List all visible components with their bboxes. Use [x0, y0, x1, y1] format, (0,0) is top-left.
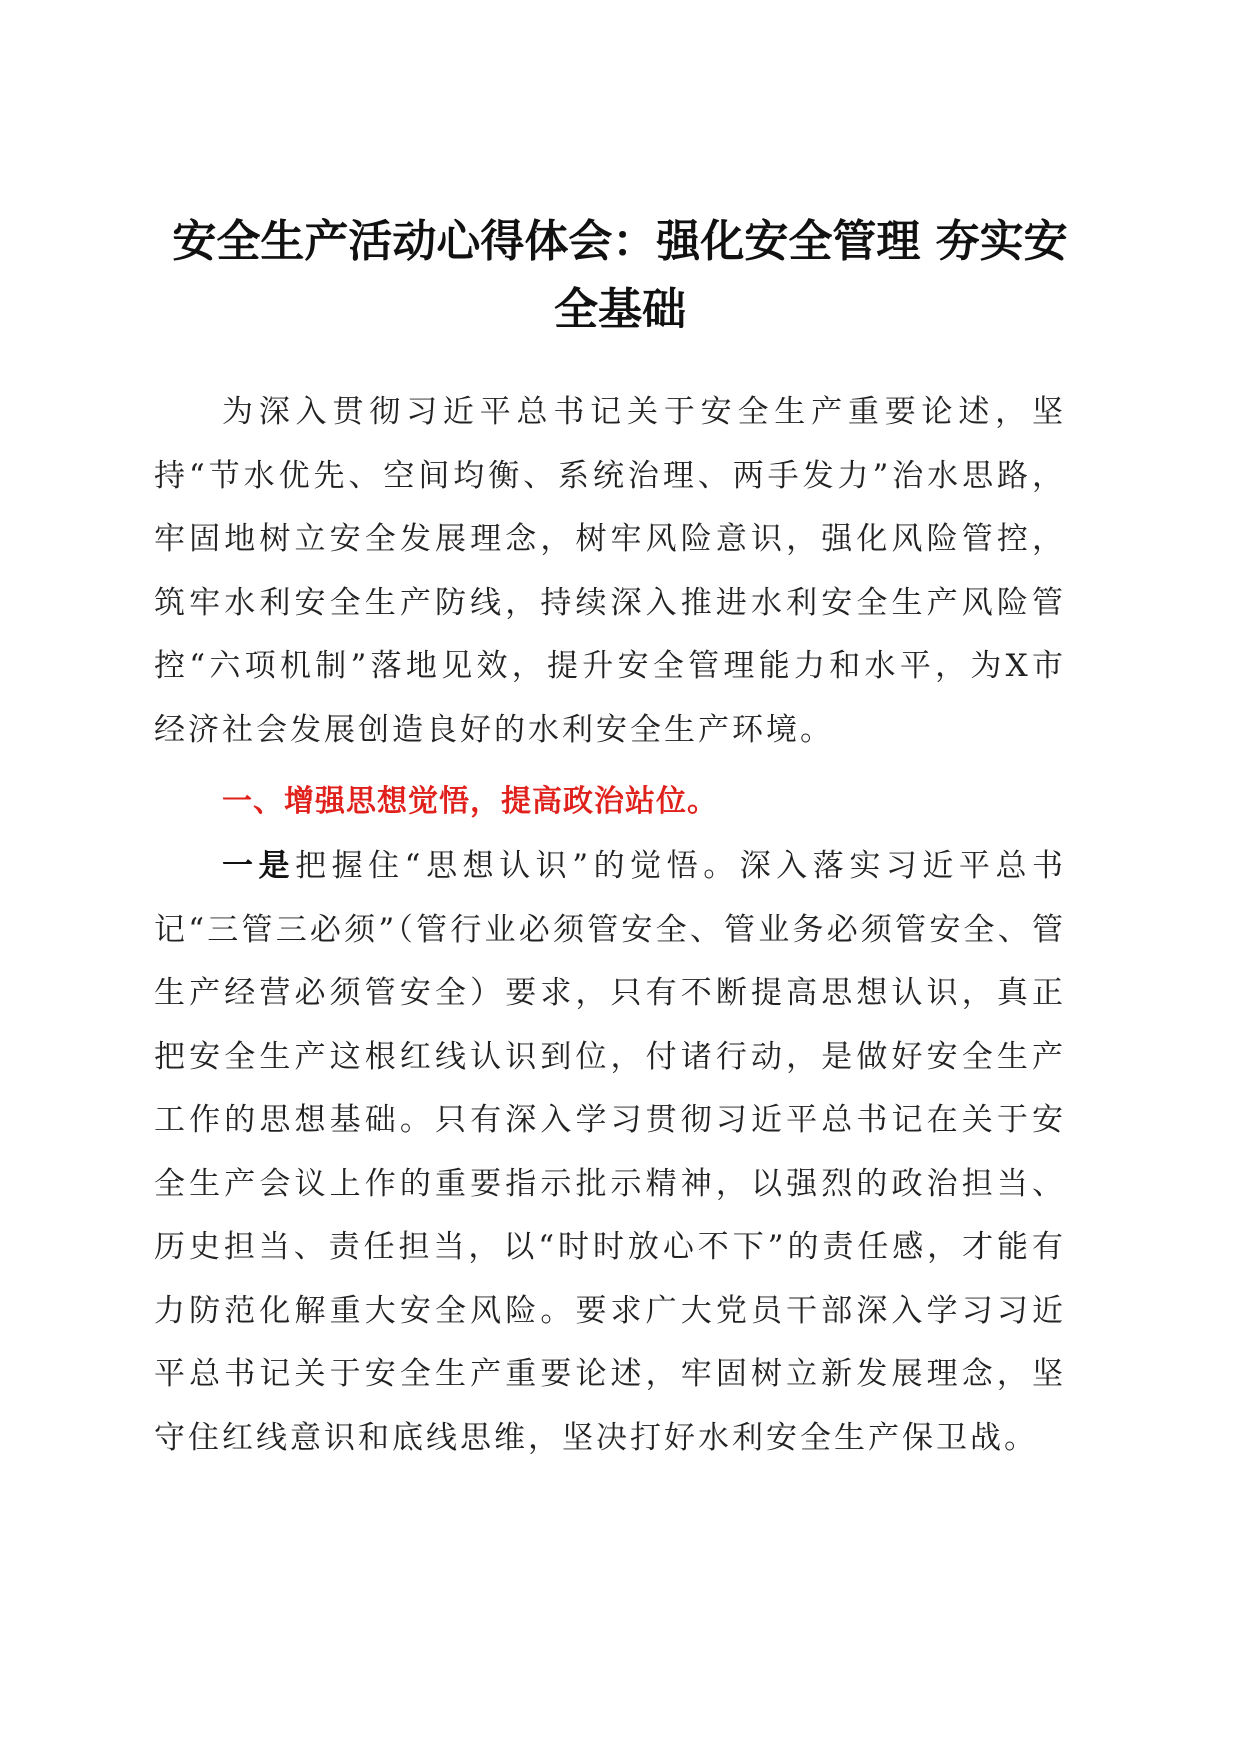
title-line-2: 全基础 — [554, 284, 686, 335]
title-line-1: 安全生产活动心得体会：强化安全管理 夯实安 — [172, 216, 1068, 267]
section-1-heading: 一、增强思想觉悟，提高政治站位。 — [222, 784, 718, 819]
section-1-paragraph — [154, 835, 1066, 1470]
document-title — [150, 208, 1090, 344]
paragraph-body: 把握住“思想认识”的觉悟。深入落实习近平总书记“三管三必须”（管行业必须管安全、管业务必须管安全、管生产经营必须管安全）要求，只有不断提高思想认识，真正把安全生产这根红线认识到位，付诸行动，是做好安全生产工作的思想基础。只有深入学习贯彻习近平总书记在关于安全生产会议上作的重要指示批示精神，以强烈的政治担当、历史担当、责任担当，以“时时放心不下”的责任感，才能有力防范化解重大安全风险。要求广大党员干部深入学习习近平总书记关于安全生产重要论述，牢固树立新发展理念，坚守住红线意识和底线思维，坚决打好水利安全生产保卫战。 — [154, 848, 1066, 1456]
intro-paragraph: 为深入贯彻习近平总书记关于安全生产重要论述，坚持“节水优先、空间均衡、系统治理、两手发力”治水思路，牢固地树立安全发展理念，树牢风险意识，强化风险管控，筑牢水利安全生产防线，持续深入推进水利安全生产风险管控“六项机制”落地见效，提升安全管理能力和水平，为X市经济社会发展创造良好的水利安全生产环境。 — [154, 394, 1066, 748]
paragraph-lead: 一是 — [222, 848, 296, 884]
